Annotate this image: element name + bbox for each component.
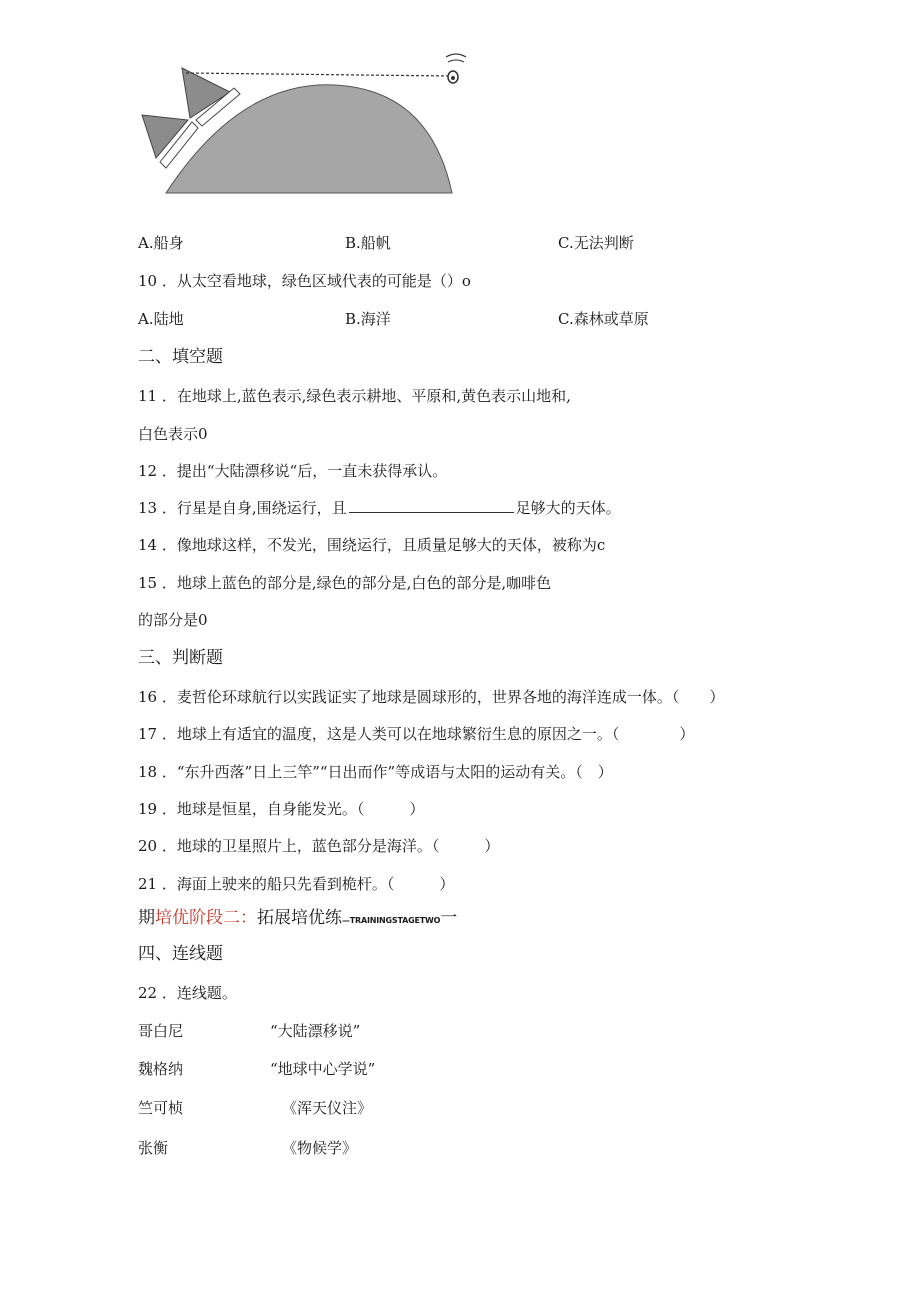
question-14: 14 ．像地球这样，不发光，围绕运行，且质量足够大的天体，被称为c <box>138 536 606 554</box>
question-15-line1: 15 ．地球上蓝色的部分是,绿色的部分是,白色的部分是,咖啡色 <box>138 574 552 592</box>
stage-banner <box>138 907 457 932</box>
stage-suffix: 一 <box>440 908 458 928</box>
upper-sail <box>182 68 230 118</box>
match-left-item: 魏格纳 <box>138 1060 184 1078</box>
answer-blank[interactable] <box>349 498 514 513</box>
question-13-before: 13 ．行星是自身,围绕运行，且 <box>138 499 347 517</box>
match-left-item: 竺可桢 <box>138 1099 184 1117</box>
q9-option-a: A.船身 <box>138 234 184 252</box>
q10-option-c: C.森林或草原 <box>558 310 649 328</box>
question-22: 22 ．连线题。 <box>138 984 237 1002</box>
stage-main-label: 拓展培优练 <box>257 908 342 928</box>
match-left-item: 哥白尼 <box>138 1022 184 1040</box>
ship-earth-figure <box>130 40 480 200</box>
stage-prefix: 期 <box>138 908 155 928</box>
match-right-item: “地球中心学说” <box>270 1060 376 1078</box>
match-left-item: 张衡 <box>138 1139 169 1157</box>
question-17: 17 ．地球上有适宜的温度，这是人类可以在地球繁衍生息的原因之一。（ ） <box>138 725 695 743</box>
question-12: 12 ．提出“大陆漂移说“后，一直未获得承认。 <box>138 462 448 480</box>
match-right-item: “大陆漂移说” <box>270 1022 361 1040</box>
stage-english-label: —TRAININGSTAGETWO <box>342 916 441 925</box>
question-11-line1: 11 ．在地球上,蓝色表示,绿色表示耕地、平原和,黄色表示山地和, <box>138 387 571 405</box>
question-21: 21 ．海面上驶来的船只先看到桅杆。（ ） <box>138 875 455 893</box>
section-title-true-false: 三、判断题 <box>138 648 223 668</box>
question-19: 19 ．地球是恒星，自身能发光。（ ） <box>138 800 425 818</box>
match-right-item: 《物候学》 <box>282 1139 358 1157</box>
section-title-fill-blank: 二、填空题 <box>138 347 223 367</box>
sight-line <box>186 73 450 76</box>
question-16: 16 ．麦哲伦环球航行以实践证实了地球是圆球形的，世界各地的海洋连成一体。（ ） <box>138 688 725 706</box>
section-title-matching: 四、连线题 <box>138 944 223 964</box>
q10-option-a: A.陆地 <box>138 310 184 328</box>
question-15-line2: 的部分是0 <box>138 611 208 629</box>
question-11-line2: 白色表示0 <box>138 425 208 443</box>
question-13-after: 足够大的天体。 <box>515 499 621 517</box>
match-right-item: 《浑天仪注》 <box>282 1099 373 1117</box>
q10-option-b: B.海洋 <box>345 310 391 328</box>
q9-option-c: C.无法判断 <box>558 234 634 252</box>
q9-option-b: B.船帆 <box>345 234 391 252</box>
question-13 <box>138 498 621 518</box>
question-20: 20 ．地球的卫星照片上，蓝色部分是海洋。（ ） <box>138 837 500 855</box>
stage-red-label: 培优阶段二： <box>155 908 257 928</box>
question-10: 10 ．从太空看地球，绿色区域代表的可能是（）o <box>138 272 471 290</box>
question-18: 18 ．“东升西落”日上三竿”“日出而作”等成语与太阳的运动有关。（ ） <box>138 763 613 781</box>
